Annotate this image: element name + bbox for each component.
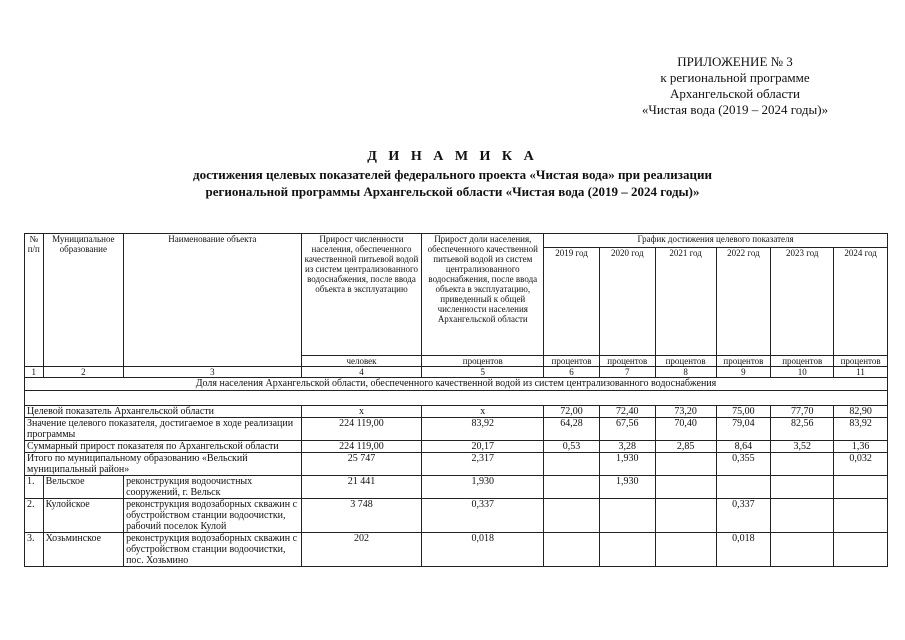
cell-2022: 0,018 [716, 533, 771, 567]
cell-people: 21 441 [301, 476, 422, 499]
header-growth-population: Прирост численности населения, обеспеченного качественной питьевой водой из систем централизованного водоснабжения, после ввода объекта в эксплуатацию [301, 234, 422, 356]
cell-2024: 83,92 [834, 418, 888, 441]
appendix-line-2: к региональной программе [660, 70, 810, 85]
title-main: Д И Н А М И К А [367, 149, 538, 164]
section-title: Доля населения Архангельской области, обеспеченного качественной водой из систем централизованного водоснабжения [25, 378, 888, 391]
header-growth-share: Прирост доли населения, обеспеченного качественной питьевой водой из систем централизованного водоснабжения, после ввода объекта в эксплуатацию, приведенный к общей численности населения Архангельской области [422, 234, 544, 356]
header-num: № п/п [25, 234, 44, 367]
column-number: 7 [599, 367, 655, 378]
cell-share: 2,317 [422, 453, 544, 476]
cell-2021: 73,20 [655, 406, 716, 418]
column-number: 6 [544, 367, 600, 378]
cell-2023: 82,56 [771, 418, 834, 441]
cell-2022: 79,04 [716, 418, 771, 441]
cell-2020: 72,40 [599, 406, 655, 418]
unit-2020: процентов [599, 356, 655, 367]
header-year-2022: 2022 год [716, 248, 771, 356]
cell-object: реконструкция водоочистных сооружений, г. Вельск [124, 476, 302, 499]
cell-2020 [599, 533, 655, 567]
unit-2024: процентов [834, 356, 888, 367]
header-year-2023: 2023 год [771, 248, 834, 356]
cell-2024: 1,36 [834, 441, 888, 453]
cell-municipality: Кулойское [43, 499, 124, 533]
header-year-2020: 2020 год [599, 248, 655, 356]
spacer-row [25, 391, 888, 406]
cell-2020: 1,930 [599, 476, 655, 499]
cell-share: x [422, 406, 544, 418]
cell-2019 [544, 453, 600, 476]
cell-2020: 1,930 [599, 453, 655, 476]
cell-people: x [301, 406, 422, 418]
column-number: 11 [834, 367, 888, 378]
cell-2024 [834, 476, 888, 499]
cell-2021 [655, 499, 716, 533]
cell-2019: 72,00 [544, 406, 600, 418]
cell-2021 [655, 476, 716, 499]
title-subtitle-2: региональной программы Архангельской области «Чистая вода (2019 – 2024 годы)» [205, 184, 700, 199]
cell-2023 [771, 499, 834, 533]
cell-2020 [599, 499, 655, 533]
table-row [25, 453, 888, 476]
table-row [25, 406, 888, 418]
appendix-header [565, 54, 905, 118]
cell-2022 [716, 476, 771, 499]
cell-2023 [771, 453, 834, 476]
unit-2019: процентов [544, 356, 600, 367]
cell-2022: 0,337 [716, 499, 771, 533]
cell-share: 0,337 [422, 499, 544, 533]
document-title [0, 148, 905, 200]
cell-2020: 3,28 [599, 441, 655, 453]
cell-2023 [771, 533, 834, 567]
cell-2019 [544, 476, 600, 499]
cell-num: 1. [25, 476, 44, 499]
table-row [25, 476, 888, 499]
cell-2022: 75,00 [716, 406, 771, 418]
cell-2021 [655, 453, 716, 476]
column-number: 8 [655, 367, 716, 378]
column-number: 1 [25, 367, 44, 378]
cell-share: 83,92 [422, 418, 544, 441]
cell-2019: 64,28 [544, 418, 600, 441]
cell-2021: 2,85 [655, 441, 716, 453]
cell-municipality: Вельское [43, 476, 124, 499]
row-label: Суммарный прирост показателя по Архангельской области [25, 441, 302, 453]
dynamics-table [24, 233, 888, 567]
column-number: 2 [43, 367, 124, 378]
spacer-cell [25, 391, 888, 406]
header-object: Наименование объекта [124, 234, 302, 367]
unit-2023: процентов [771, 356, 834, 367]
cell-2022: 0,355 [716, 453, 771, 476]
cell-share: 20,17 [422, 441, 544, 453]
unit-percent: процентов [422, 356, 544, 367]
section-title-row [25, 378, 888, 391]
cell-people: 202 [301, 533, 422, 567]
row-label: Значение целевого показателя, достигаемое в ходе реализации программы [25, 418, 302, 441]
table-row [25, 441, 888, 453]
row-label: Итого по муниципальному образованию «Вельский муниципальный район» [25, 453, 302, 476]
cell-people: 224 119,00 [301, 418, 422, 441]
header-year-2019: 2019 год [544, 248, 600, 356]
cell-2020: 67,56 [599, 418, 655, 441]
row-label: Целевой показатель Архангельской области [25, 406, 302, 418]
cell-share: 1,930 [422, 476, 544, 499]
appendix-line-1: ПРИЛОЖЕНИЕ № 3 [677, 54, 793, 69]
table-row [25, 418, 888, 441]
cell-2019: 0,53 [544, 441, 600, 453]
cell-2019 [544, 499, 600, 533]
column-number-row [25, 367, 888, 378]
header-year-2024: 2024 год [834, 248, 888, 356]
cell-object: реконструкция водозаборных скважин с обустройством станции водоочистки, пос. Хозьмино [124, 533, 302, 567]
cell-2021 [655, 533, 716, 567]
cell-people: 3 748 [301, 499, 422, 533]
cell-2023: 3,52 [771, 441, 834, 453]
column-number: 3 [124, 367, 302, 378]
cell-people: 25 747 [301, 453, 422, 476]
cell-2021: 70,40 [655, 418, 716, 441]
cell-object: реконструкция водозаборных скважин с обустройством станции водоочистки, рабочий поселок Кулой [124, 499, 302, 533]
table-row [25, 533, 888, 567]
cell-2024 [834, 499, 888, 533]
header-year-2021: 2021 год [655, 248, 716, 356]
appendix-line-3: Архангельской области [670, 86, 800, 101]
cell-2022: 8,64 [716, 441, 771, 453]
cell-2023 [771, 476, 834, 499]
cell-2024 [834, 533, 888, 567]
cell-2023: 77,70 [771, 406, 834, 418]
cell-2024: 0,032 [834, 453, 888, 476]
title-subtitle-1: достижения целевых показателей федерального проекта «Чистая вода» при реализации [193, 167, 712, 182]
header-schedule: График достижения целевого показателя [544, 234, 888, 248]
column-number: 10 [771, 367, 834, 378]
unit-2022: процентов [716, 356, 771, 367]
unit-2021: процентов [655, 356, 716, 367]
cell-share: 0,018 [422, 533, 544, 567]
cell-num: 2. [25, 499, 44, 533]
table-row [25, 499, 888, 533]
cell-num: 3. [25, 533, 44, 567]
column-number: 5 [422, 367, 544, 378]
cell-people: 224 119,00 [301, 441, 422, 453]
cell-2019 [544, 533, 600, 567]
column-number: 9 [716, 367, 771, 378]
cell-2024: 82,90 [834, 406, 888, 418]
cell-municipality: Хозьминское [43, 533, 124, 567]
column-number: 4 [301, 367, 422, 378]
appendix-line-4: «Чистая вода (2019 – 2024 годы)» [641, 102, 829, 117]
header-municipality: Муниципальное образование [43, 234, 124, 367]
unit-people: человек [301, 356, 422, 367]
